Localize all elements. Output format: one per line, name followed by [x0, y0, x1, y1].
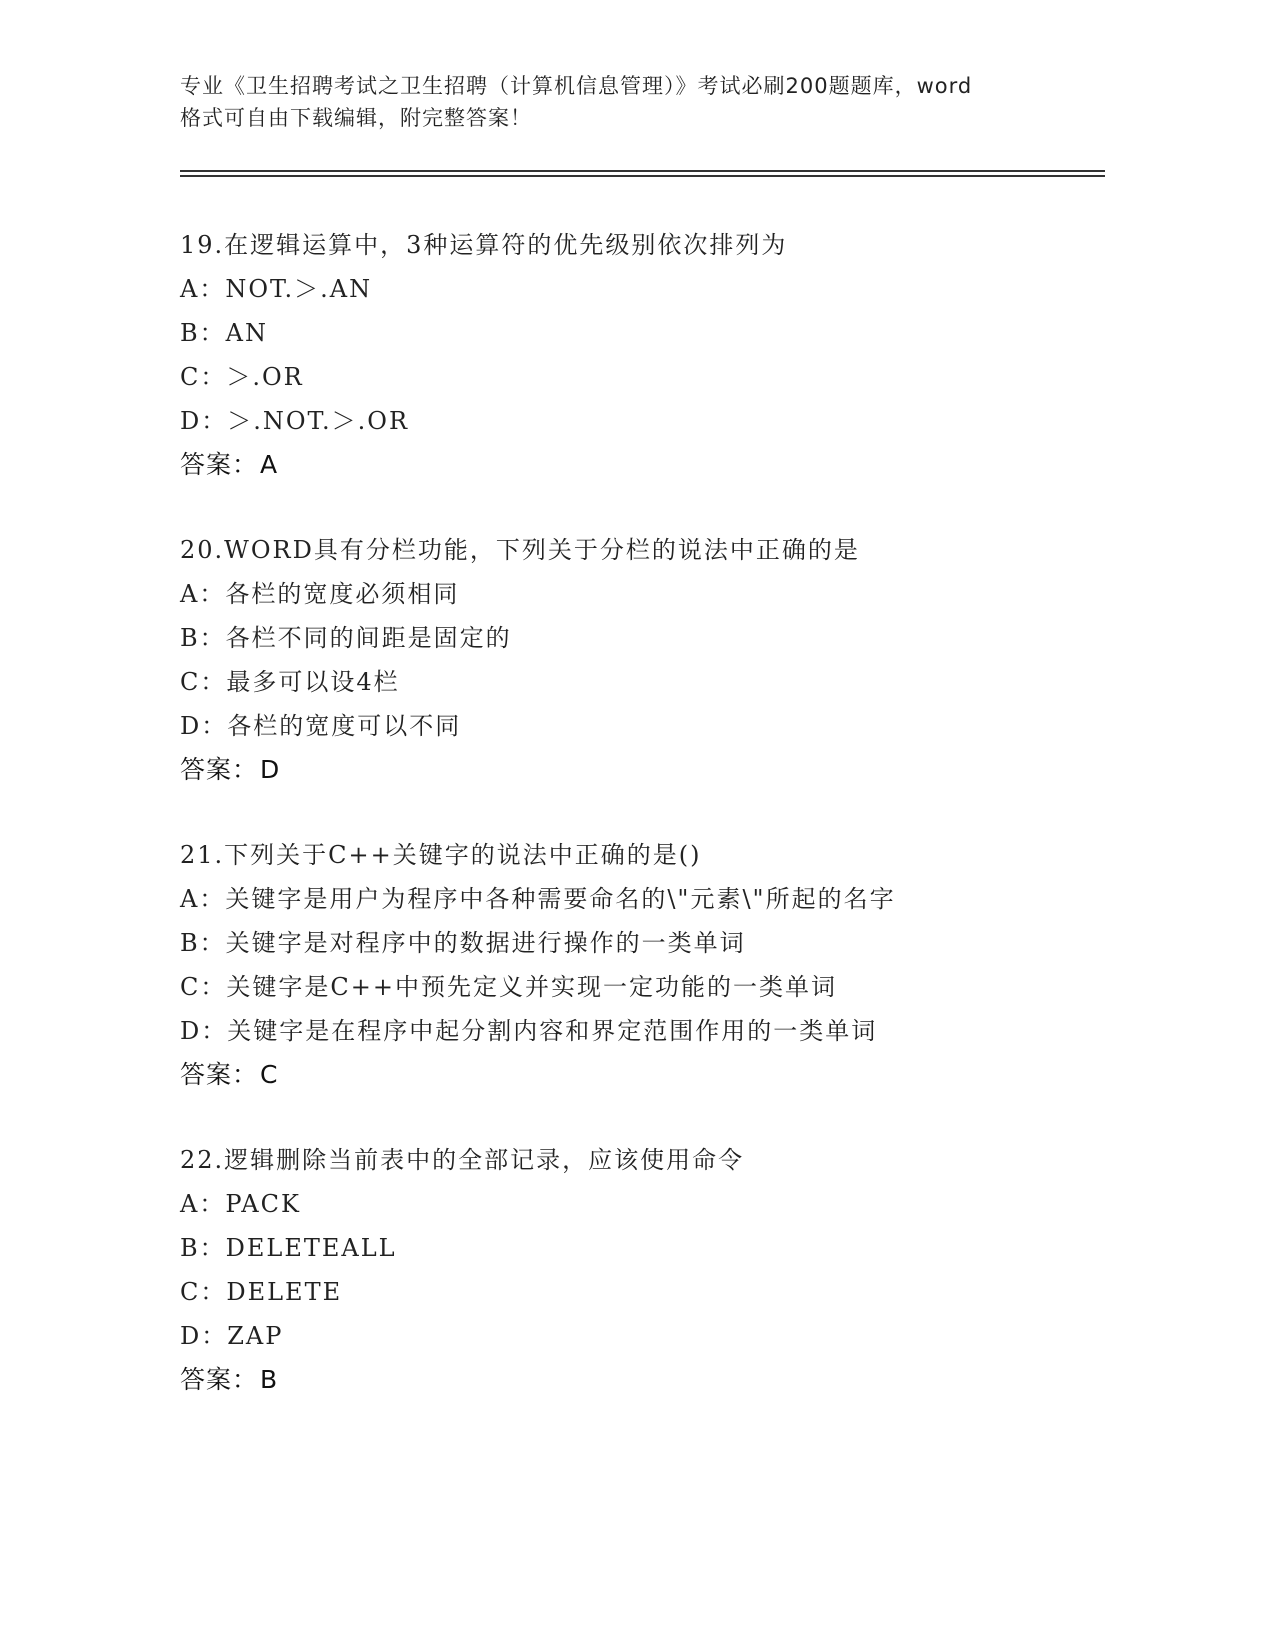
- option-a: A：NOT.＞.AN: [180, 275, 373, 303]
- option-d: D：各栏的宽度可以不同: [180, 712, 462, 740]
- answer-value: B: [260, 1365, 279, 1394]
- header-line-2: 格式可自由下载编辑，附完整答案！: [180, 106, 532, 130]
- header-line-1: 专业《卫生招聘考试之卫生招聘（计算机信息管理）》考试必刷200题题库，word: [180, 74, 973, 98]
- option-c: C：最多可以设4栏: [180, 668, 400, 696]
- document-header: [180, 70, 1060, 134]
- question-stem: 21.下列关于C++关键字的说法中正确的是(): [180, 841, 702, 869]
- question-21: [180, 833, 1080, 1097]
- header-divider-bottom: [180, 175, 1105, 177]
- question-stem: 19.在逻辑运算中，3种运算符的优先级别依次排列为: [180, 231, 788, 259]
- option-b: B：关键字是对程序中的数据进行操作的一类单词: [180, 929, 746, 957]
- answer-label: 答案：: [180, 1365, 259, 1394]
- answer-label: 答案：: [180, 755, 259, 784]
- option-c: C：＞.OR: [180, 363, 304, 391]
- question-stem: 20.WORD具有分栏功能，下列关于分栏的说法中正确的是: [180, 536, 860, 564]
- question-20: [180, 528, 1080, 792]
- question-stem: 22.逻辑删除当前表中的全部记录，应该使用命令: [180, 1146, 745, 1174]
- option-b: B：各栏不同的间距是固定的: [180, 624, 512, 652]
- option-a: A：关键字是用户为程序中各种需要命名的\"元素\"所起的名字: [180, 885, 896, 913]
- option-d: D：＞.NOT.＞.OR: [180, 407, 410, 435]
- answer-line: [180, 1053, 1080, 1097]
- option-c: C：关键字是C++中预先定义并实现一定功能的一类单词: [180, 973, 837, 1001]
- option-d: D：ZAP: [180, 1322, 284, 1350]
- header-divider-top: [180, 170, 1105, 172]
- answer-line: [180, 1358, 1080, 1402]
- option-a: A：各栏的宽度必须相同: [180, 580, 460, 608]
- answer-line: [180, 443, 1080, 487]
- answer-value: D: [260, 755, 281, 784]
- option-c: C：DELETE: [180, 1278, 343, 1306]
- question-19: [180, 223, 1080, 487]
- answer-line: [180, 748, 1080, 792]
- answer-label: 答案：: [180, 450, 259, 479]
- option-b: B：DELETEALL: [180, 1234, 397, 1262]
- option-a: A：PACK: [180, 1190, 301, 1218]
- question-22: [180, 1138, 1080, 1402]
- option-b: B：AN: [180, 319, 268, 347]
- answer-value: C: [260, 1060, 279, 1089]
- answer-value: A: [260, 450, 279, 479]
- option-d: D：关键字是在程序中起分割内容和界定范围作用的一类单词: [180, 1017, 878, 1045]
- answer-label: 答案：: [180, 1060, 259, 1089]
